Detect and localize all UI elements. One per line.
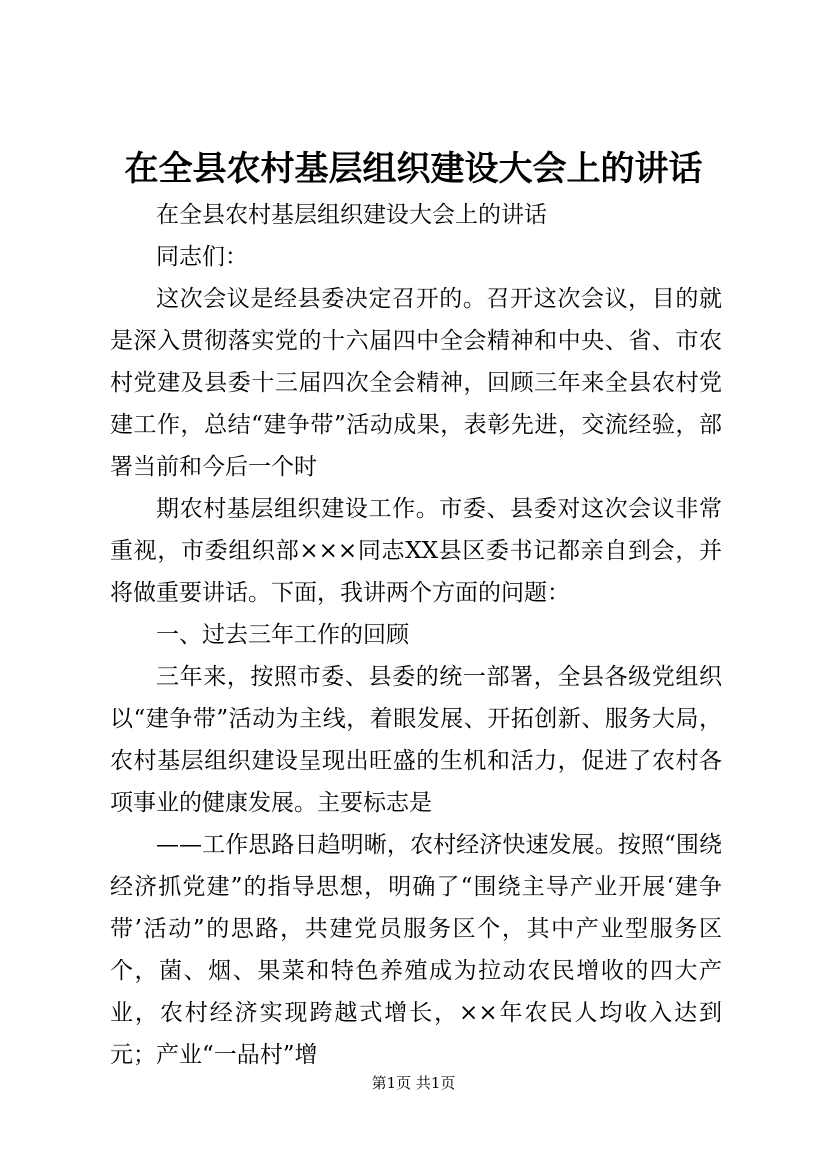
page-footer: 第1页 共1页 — [371, 1074, 456, 1092]
section-heading: 一、过去三年工作的回顾 — [156, 622, 409, 648]
document-body — [110, 194, 722, 1076]
paragraph-subtitle: 在全县农村基层组织建设大会上的讲话 — [156, 202, 547, 228]
paragraph-body: ——工作思路日趋明晰，农村经济快速发展。按照“围绕经济抓党建”的指导思想，明确了“围绕主导产业开展‘建争带’活动”的思路，共建党员服务区个，其中产业型服务区个，菌、烟、果菜和特色养殖成为拉动农民增收的四大产业，农村经济实现跨越式增长，××年农民人均收入达到元；产业“一品村”增 — [110, 832, 722, 1068]
paragraph-salutation: 同志们： — [156, 244, 248, 270]
paragraph-body: 期农村基层组织建设工作。市委、县委对这次会议非常重视，市委组织部×××同志XX县区委书记都亲自到会，并将做重要讲话。下面，我讲两个方面的问题： — [110, 496, 722, 606]
paragraph-body: 这次会议是经县委决定召开的。召开这次会议，目的就是深入贯彻落实党的十六届四中全会精神和中央、省、市农村党建及县委十三届四次全会精神，回顾三年来全县农村党建工作，总结“建争带”活动成果，表彰先进，交流经验，部署当前和今后一个时 — [110, 286, 722, 480]
paragraph-body: 三年来，按照市委、县委的统一部署，全县各级党组织以“建争带”活动为主线，着眼发展、开拓创新、服务大局，农村基层组织建设呈现出旺盛的生机和活力，促进了农村各项事业的健康发展。主要标志是 — [110, 664, 722, 816]
document-title: 在全县农村基层组织建设大会上的讲话 — [124, 149, 703, 189]
